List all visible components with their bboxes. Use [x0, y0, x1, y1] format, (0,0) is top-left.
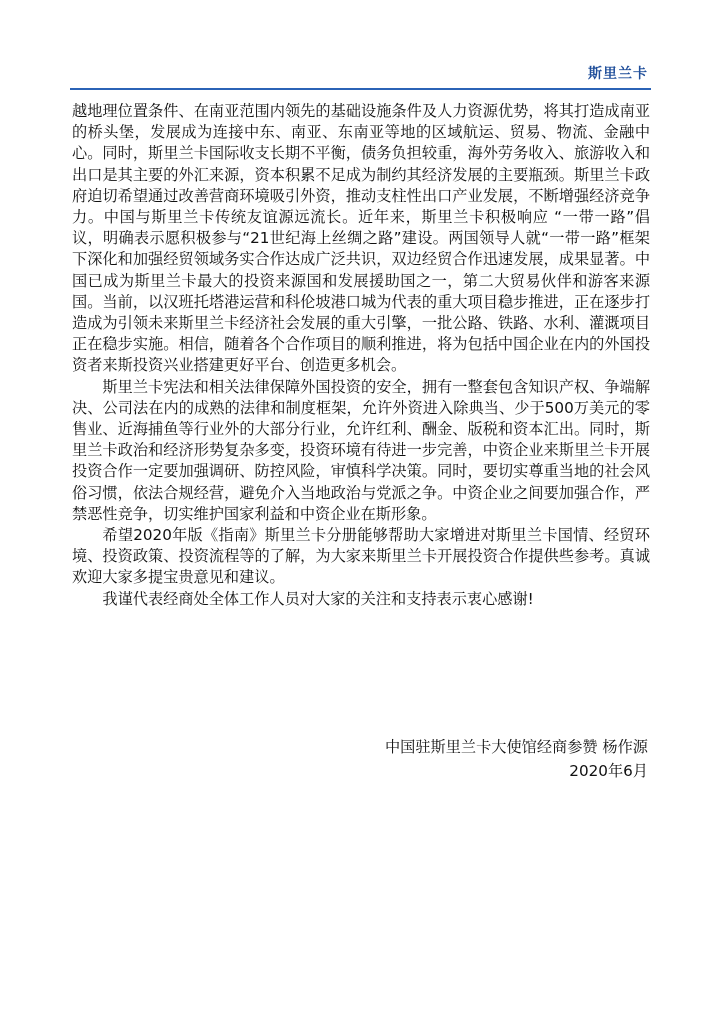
- paragraph-continued: 越地理位置条件、在南亚范围内领先的基础设施条件及人力资源优势，将其打造成南亚的桥头堡，发展成为连接中东、南亚、东南亚等地的区域航运、贸易、物流、金融中心。同时，斯里兰卡国际收支长期不平衡，债务负担较重，海外劳务收入、旅游收入和出口是其主要的外汇来源，资本积累不足成为制约其经济发展的主要瓶颈。斯里兰卡政府迫切希望通过改善营商环境吸引外资，推动支柱性出口产业发展，不断增强经济竞争力。中国与斯里兰卡传统友谊源远流长。近年来，斯里兰卡积极响应 “一带一路”倡议，明确表示愿积极参与“21世纪海上丝绸之路”建设。两国领导人就“一带一路”框架下深化和加强经贸领域务实合作达成广泛共识，双边经贸合作迅速发展，成果显著。中国已成为斯里兰卡最大的投资来源国和发展援助国之一，第二大贸易伙伴和游客来源国。当前，以汉班托塔港运营和科伦坡港口城为代表的重大项目稳步推进，正在逐步打造成为引领未来斯里兰卡经济社会发展的重大引擎，一批公路、铁路、水利、灌溉项目正在稳步实施。相信，随着各个合作项目的顺利推进，将为包括中国企业在内的外国投资者来斯投资兴业搭建更好平台、创造更多机会。: [72, 102, 650, 375]
- paragraph-guide-purpose: 希望2020年版《指南》斯里兰卡分册能够帮助大家增进对斯里兰卡国情、经贸环境、投资政策、投资流程等的了解，为大家来斯里兰卡开展投资合作提供些参考。真诚欢迎大家多提宝贵意见和建议。: [72, 526, 650, 587]
- signature-author: 中国驻斯里兰卡大使馆经商参赞 杨作源: [384, 738, 648, 756]
- body-text: [72, 101, 650, 610]
- signature-date: 2020年6月: [569, 762, 648, 780]
- paragraph-thanks: 我谨代表经商处全体工作人员对大家的关注和支持表示衷心感谢!: [102, 589, 534, 608]
- signature-block: [385, 735, 648, 783]
- paragraph-legal-framework: 斯里兰卡宪法和相关法律保障外国投资的安全，拥有一整套包含知识产权、争端解决、公司法在内的成熟的法律和制度框架，允许外资进入除典当、少于500万美元的零售业、近海捕鱼等行业外的大部分行业，允许红利、酬金、版税和资本汇出。同时，斯里兰卡政治和经济形势复杂多变，投资环境有待进一步完善，中资企业来斯里兰卡开展投资合作一定要加强调研、防控风险，审慎科学决策。同时，要切实尊重当地的社会风俗习惯，依法合规经营，避免介入当地政治与党派之争。中资企业之间要加强合作，严禁恶性竞争，切实维护国家利益和中资企业在斯形象。: [72, 377, 650, 523]
- running-header-title: 斯里兰卡: [588, 66, 648, 82]
- header-rule: [70, 88, 651, 90]
